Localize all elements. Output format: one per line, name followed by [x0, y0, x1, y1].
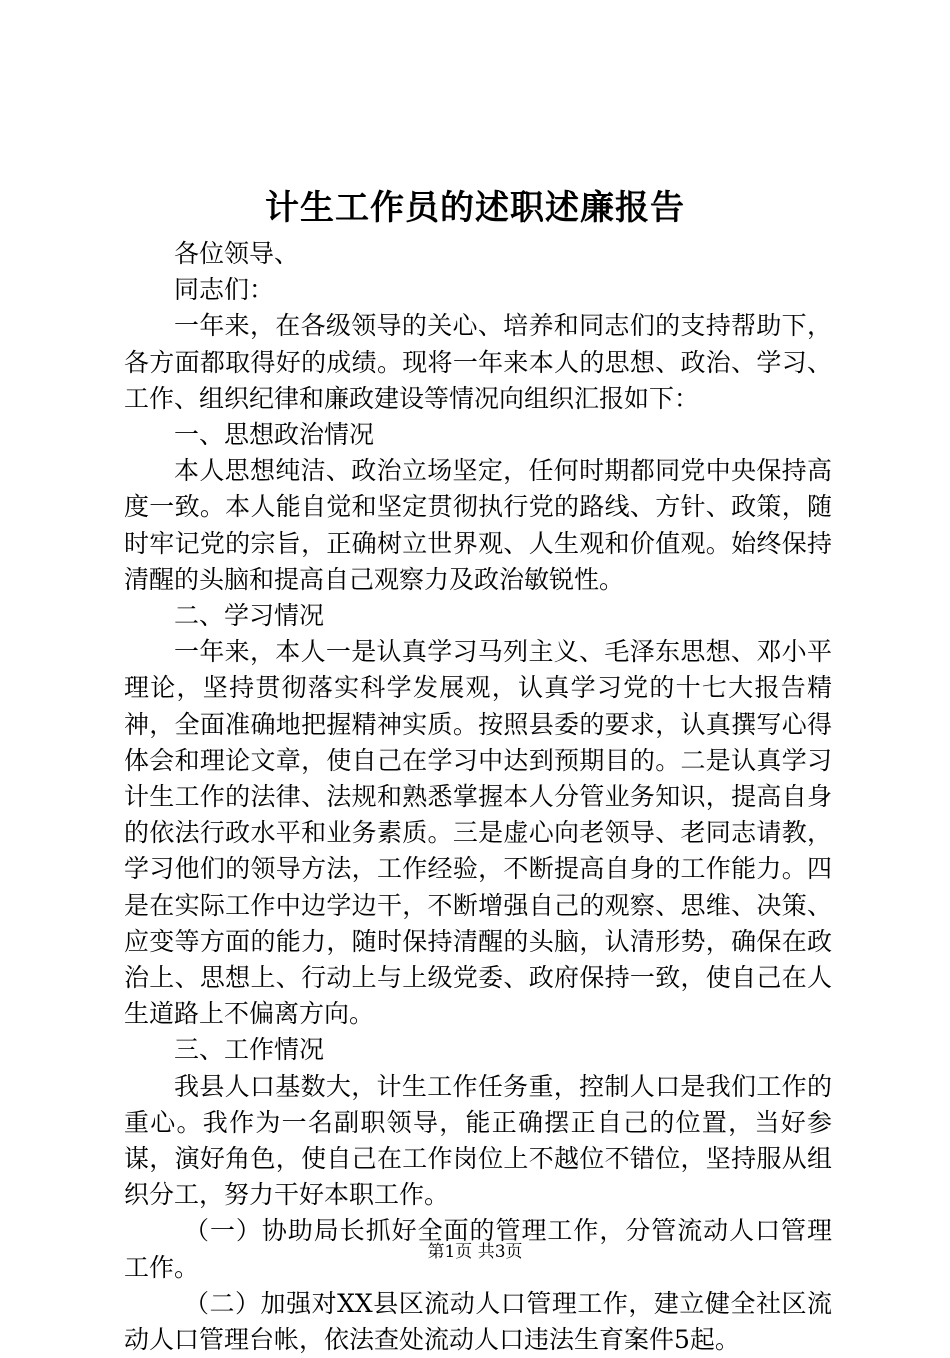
section-heading: 二、学习情况 — [174, 601, 325, 631]
salutation-line: 各位领导、 — [174, 239, 300, 268]
list-item: （一）协助局长抓好全面的管理工作，分管流动人口管理工作。 — [124, 1216, 832, 1282]
section-heading: 三、工作情况 — [174, 1035, 325, 1065]
body-paragraph: 本人思想纯洁、政治立场坚定，任何时期都同党中央保持高度一致。本人能自觉和坚定贯彻执行党的路线、方针、政策，随时牢记党的宗旨，正确树立世界观、人生观和价值观。始终保持清醒的头脑和提高自己观察力及政治敏锐性。 — [124, 456, 832, 594]
body-paragraph: 一年来，本人一是认真学习马列主义、毛泽东思想、邓小平理论，坚持贯彻落实科学发展观，认真学习党的十七大报告精神，全面准确地把握精神实质。按照县委的要求，认真撰写心得体会和理论文章，使自己在学习中达到预期目的。二是认真学习计生工作的法律、法规和熟悉掌握本人分管业务知识，提高自身的依法行政水平和业务素质。三是虚心向老领导、老同志请教，学习他们的领导方法，工作经验，不断提高自身的工作能力。四是在实际工作中边学边干，不断增强自己的观察、思维、决策、应变等方面的能力，随时保持清醒的头脑，认清形势，确保在政治上、思想上、行动上与上级党委、政府保持一致，使自己在人生道路上不偏离方向。 — [124, 637, 832, 1029]
salutation-line: 同志们： — [174, 275, 275, 305]
document-title: 计生工作员的述职述廉报告 — [265, 188, 685, 228]
section-heading: 一、思想政治情况 — [174, 420, 375, 450]
page-indicator: 第1页 共3页 — [427, 1242, 523, 1262]
intro-paragraph: 一年来，在各级领导的关心、培养和同志们的支持帮助下，各方面都取得好的成绩。现将一年来本人的思想、政治、学习、工作、组织纪律和廉政建设等情况向组织汇报如下： — [124, 311, 832, 413]
body-paragraph: 我县人口基数大，计生工作任务重，控制人口是我们工作的重心。我作为一名副职领导，能正确摆正自己的位置，当好参谋，演好角色，使自己在工作岗位上不越位不错位，坚持服从组织分工，努力干好本职工作。 — [124, 1071, 832, 1210]
document-body — [124, 236, 832, 1358]
list-item: （二）加强对XX县区流动人口管理工作，建立健全社区流动人口管理台帐，依法查处流动人口违法生育案件5起。 — [124, 1288, 832, 1355]
